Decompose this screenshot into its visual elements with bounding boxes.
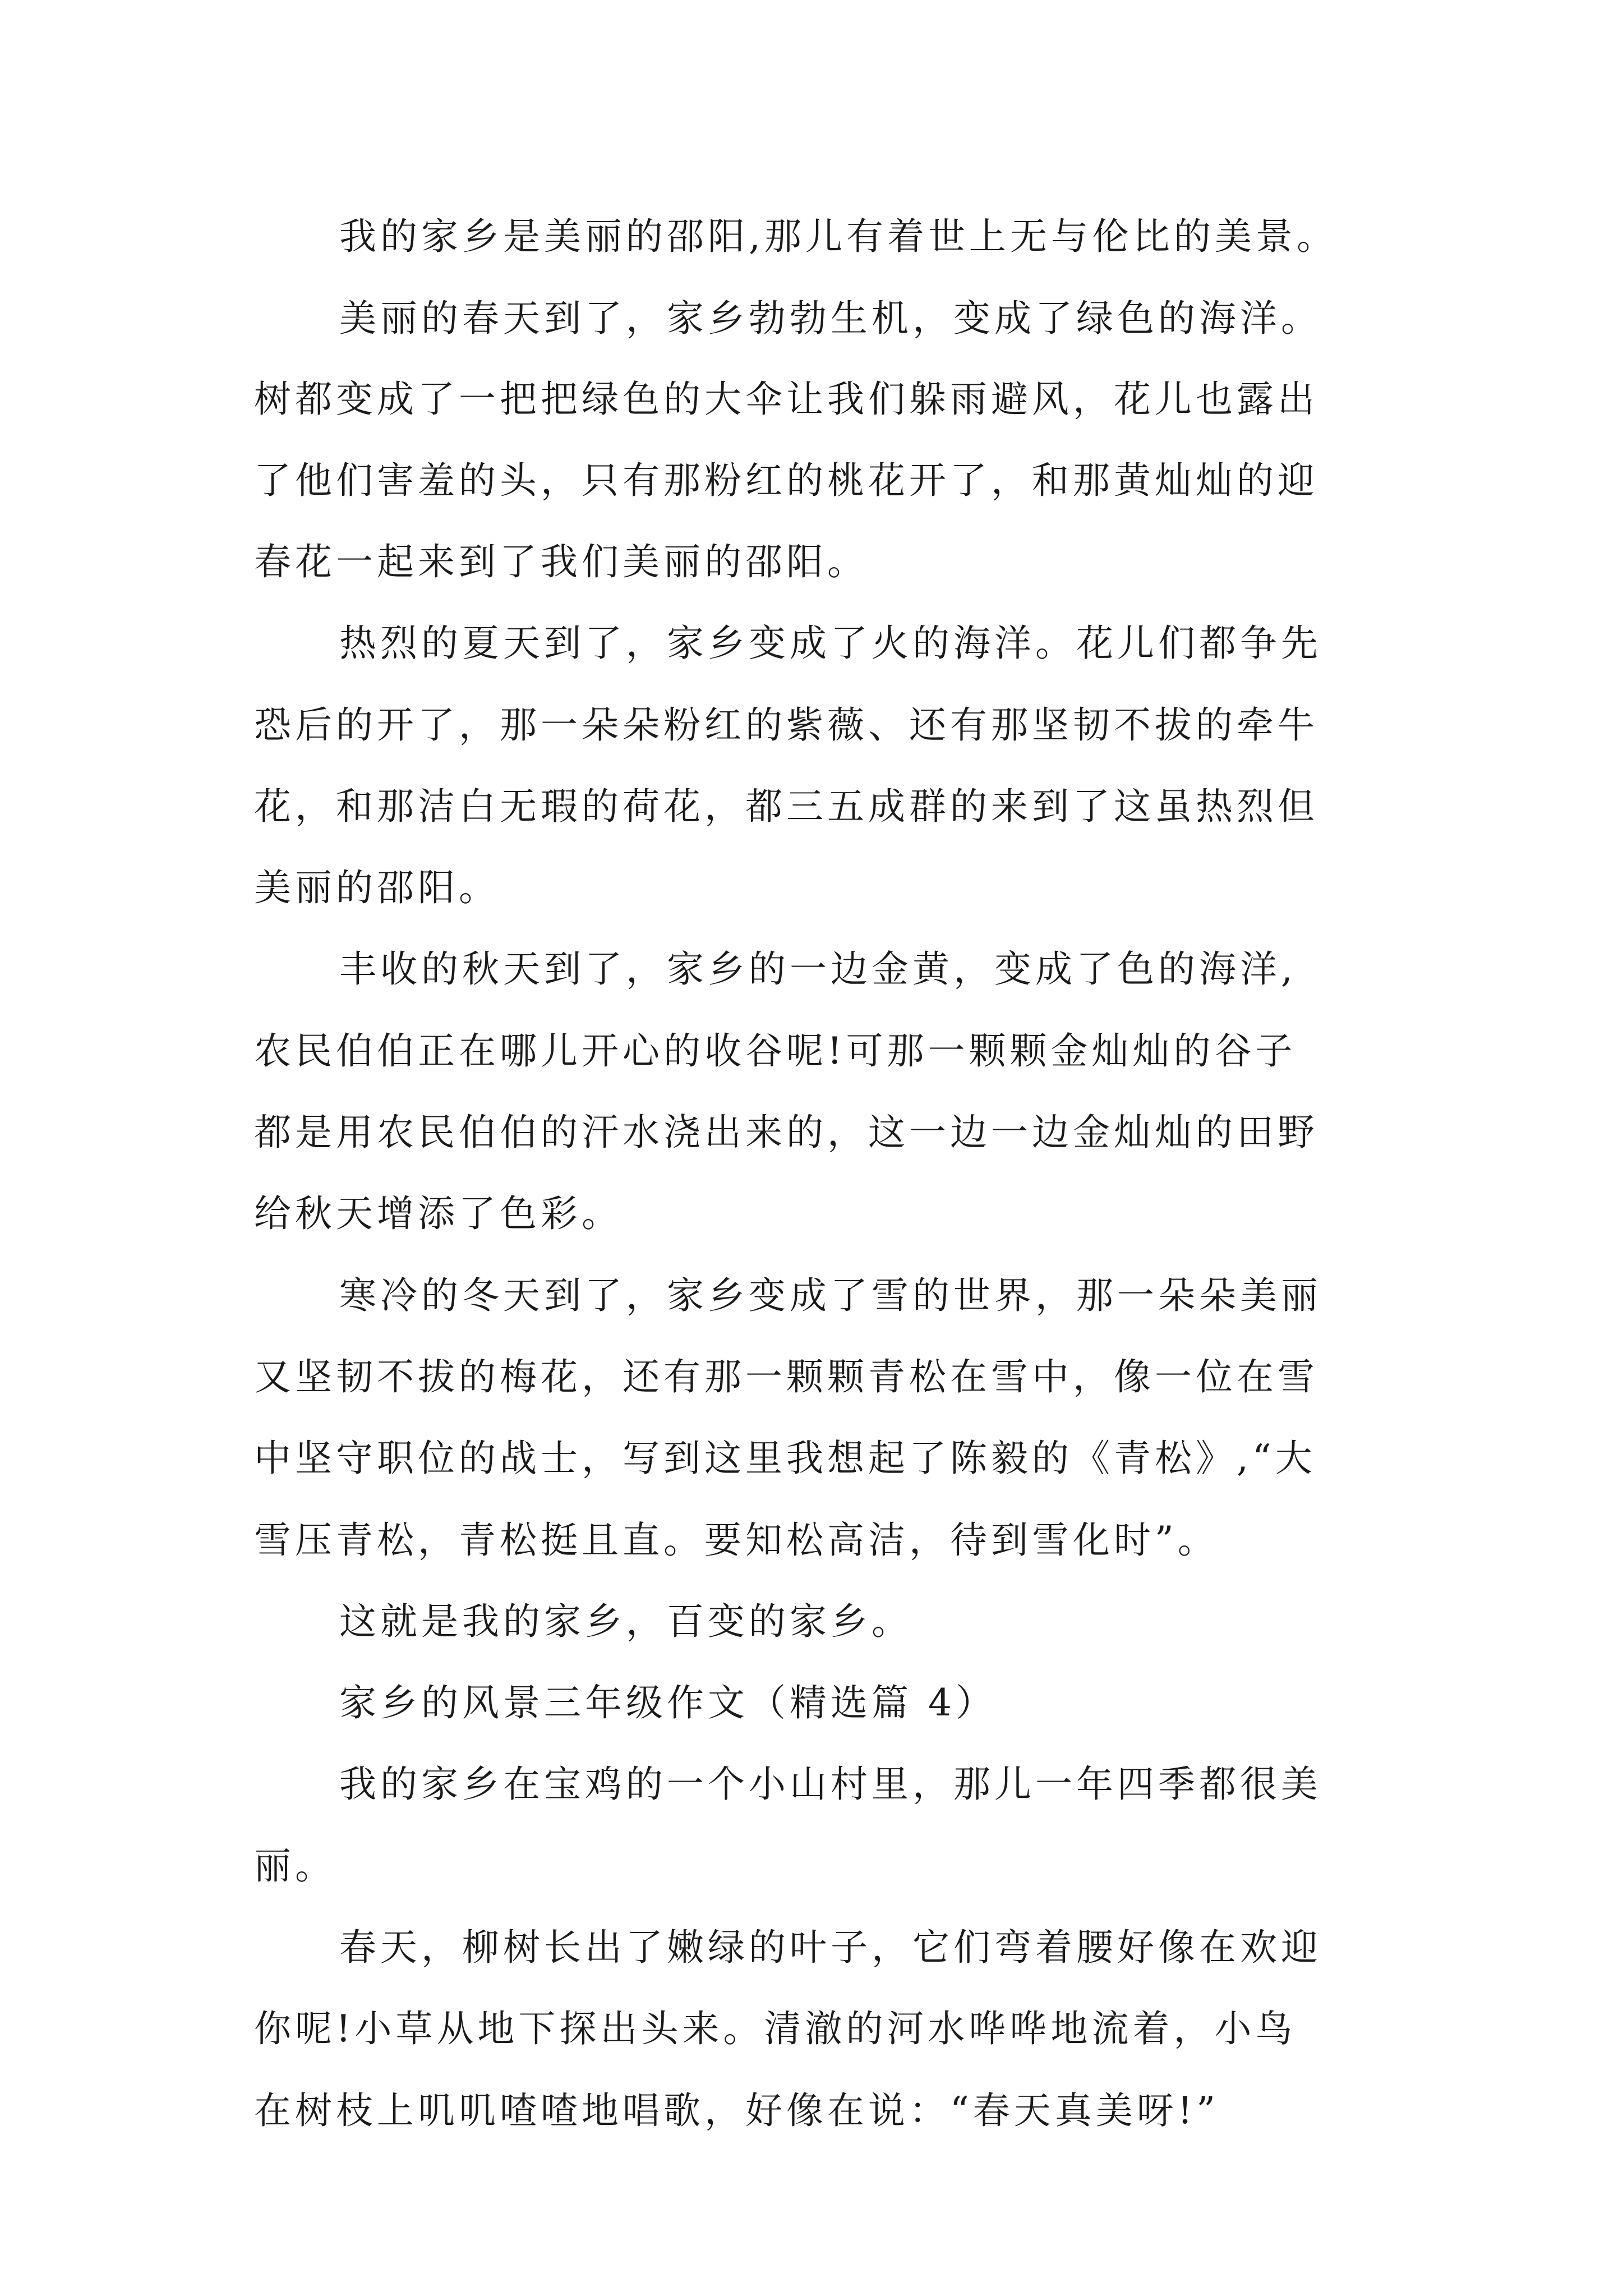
text-line: 我的家乡在宝鸡的一个小山村里，那儿一年四季都很美 bbox=[339, 1763, 1322, 1806]
text-line: 雪压青松，青松挺且直。要知松高洁，待到雪化时”。 bbox=[254, 1519, 1219, 1562]
text-line: 春天，柳树长出了嫩绿的叶子，它们弯着腰好像在欢迎 bbox=[339, 1926, 1322, 1969]
text-line: 美丽的春天到了，家乡勃勃生机，变成了绿色的海洋。 bbox=[339, 297, 1322, 340]
text-line: 寒冷的冬天到了，家乡变成了雪的世界，那一朵朵美丽 bbox=[339, 1274, 1322, 1317]
text-line: 这就是我的家乡，百变的家乡。 bbox=[339, 1600, 912, 1643]
text-line: 春花一起来到了我们美丽的邵阳。 bbox=[254, 540, 868, 583]
text-line: 给秋天增添了色彩。 bbox=[254, 1192, 623, 1235]
text-line: 了他们害羞的头，只有那粉红的桃花开了，和那黄灿灿的迎 bbox=[254, 459, 1318, 502]
text-line: 我的家乡是美丽的邵阳,那儿有着世上无与伦比的美景。 bbox=[339, 215, 1338, 258]
text-line: 都是用农民伯伯的汗水浇出来的，这一边一边金灿灿的田野 bbox=[254, 1111, 1318, 1154]
section-heading: 家乡的风景三年级作文（精选篇 4） bbox=[339, 1681, 997, 1724]
text-line: 丽。 bbox=[254, 1844, 336, 1888]
text-line: 在树枝上叽叽喳喳地唱歌，好像在说：“春天真美呀!” bbox=[254, 2089, 1220, 2132]
text-line: 花，和那洁白无瑕的荷花，都三五成群的来到了这虽热烈但 bbox=[254, 785, 1318, 828]
text-line: 丰收的秋天到了，家乡的一边金黄，变成了色的海洋, bbox=[339, 947, 1297, 991]
text-line: 美丽的邵阳。 bbox=[254, 866, 500, 909]
text-line: 中坚守职位的战士，写到这里我想起了陈毅的《青松》,“大 bbox=[254, 1437, 1316, 1480]
text-line: 热烈的夏天到了，家乡变成了火的海洋。花儿们都争先 bbox=[339, 622, 1322, 665]
text-line: 恐后的开了，那一朵朵粉红的紫薇、还有那坚韧不拔的牵牛 bbox=[254, 703, 1318, 747]
text-line: 树都变成了一把把绿色的大伞让我们躲雨避风，花儿也露出 bbox=[254, 378, 1318, 421]
text-line: 农民伯伯正在哪儿开心的收谷呢!可那一颗颗金灿灿的谷子 bbox=[254, 1029, 1297, 1073]
text-line: 你呢!小草从地下探出头来。清澈的河水哗哗地流着，小鸟 bbox=[254, 2007, 1297, 2050]
text-line: 又坚韧不拔的梅花，还有那一颗颗青松在雪中，像一位在雪 bbox=[254, 1355, 1318, 1398]
